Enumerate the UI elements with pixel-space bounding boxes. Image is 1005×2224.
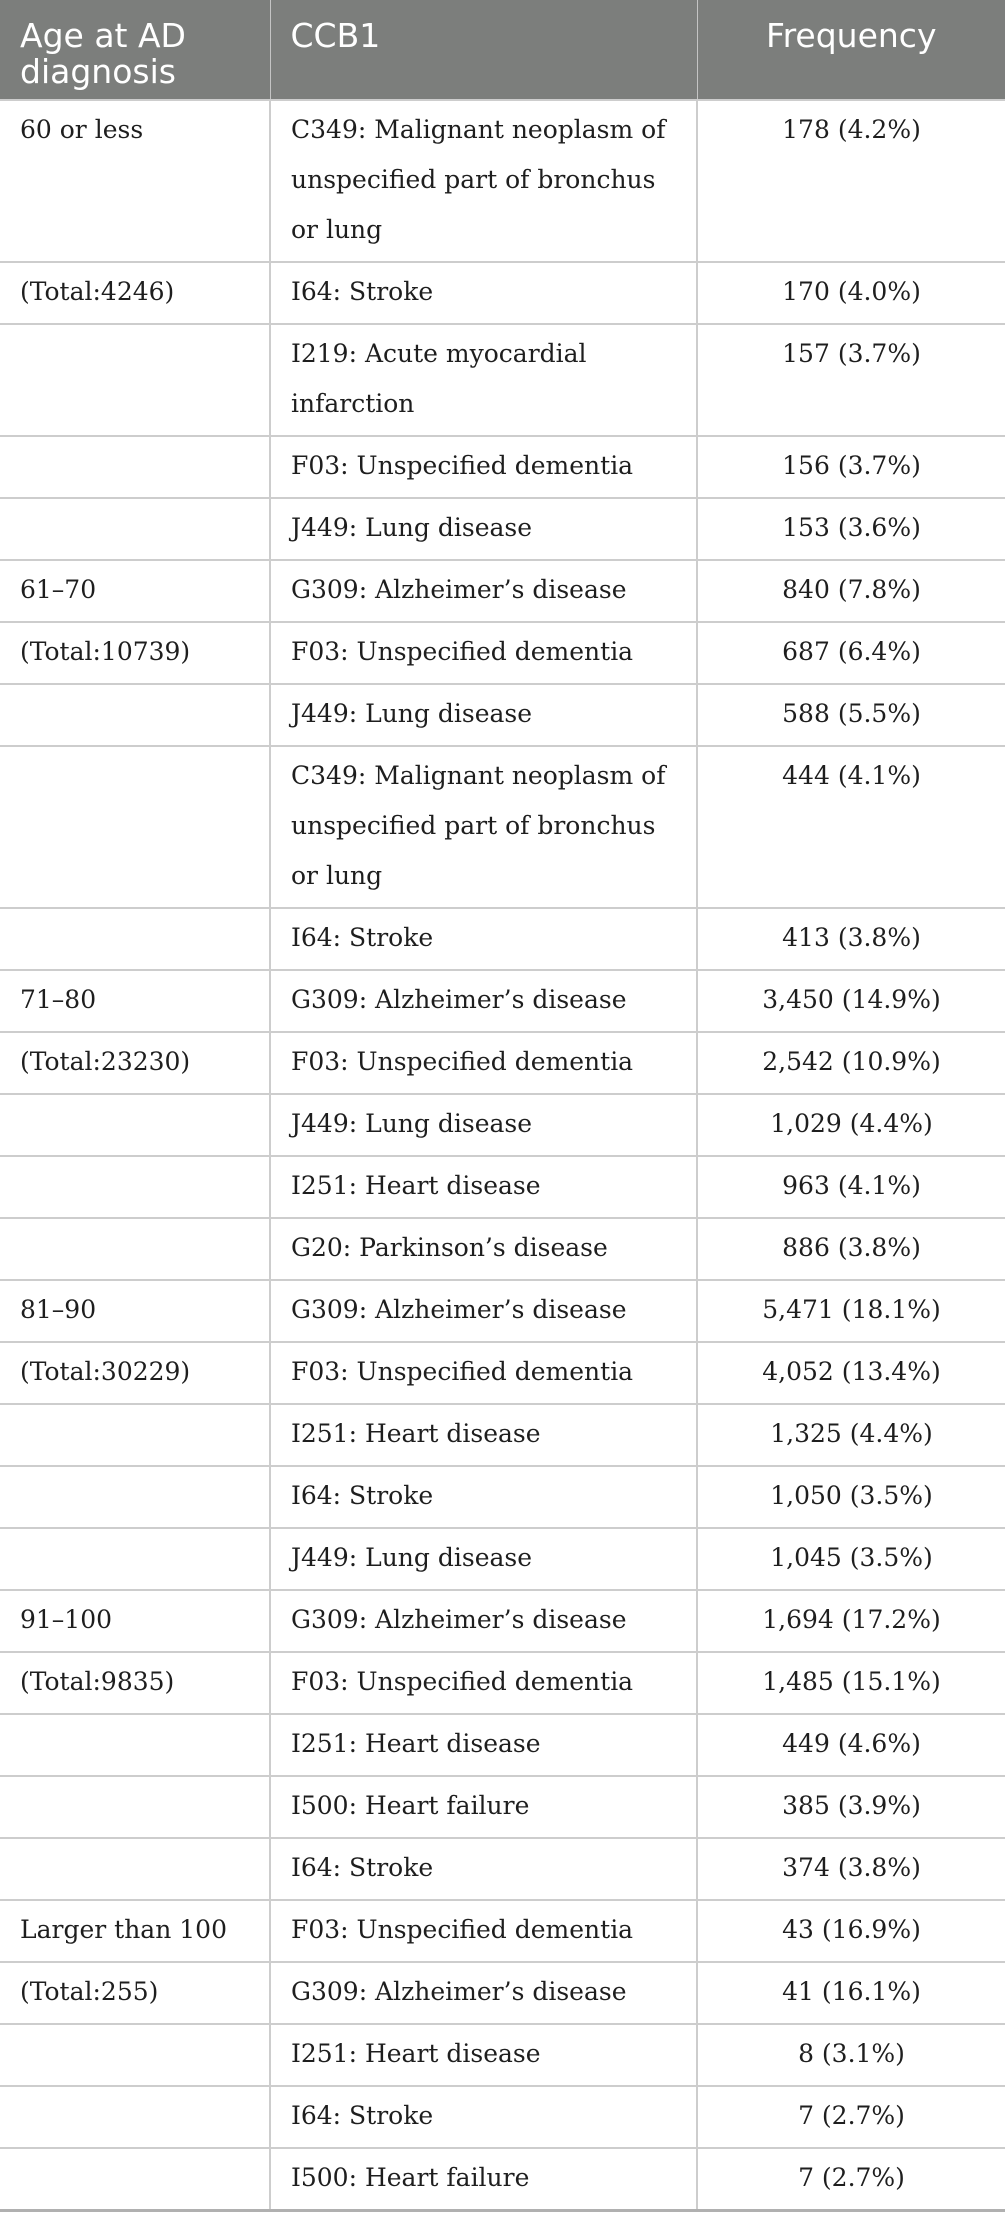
frequency-cell: 1,045 (3.5%) bbox=[697, 1528, 1005, 1590]
table-row bbox=[0, 1590, 1005, 1652]
table-row bbox=[0, 560, 1005, 622]
age-group-cell bbox=[0, 1218, 270, 1280]
age-group-cell bbox=[0, 1156, 270, 1218]
age-group-cell: 71–80 bbox=[0, 970, 270, 1032]
table-row bbox=[0, 1218, 1005, 1280]
table-row bbox=[0, 2148, 1005, 2211]
frequency-cell: 4,052 (13.4%) bbox=[697, 1342, 1005, 1404]
cause-cell: G309: Alzheimer’s disease bbox=[270, 970, 697, 1032]
cause-cell: I251: Heart disease bbox=[270, 1404, 697, 1466]
frequency-cell: 153 (3.6%) bbox=[697, 498, 1005, 560]
frequency-cell: 588 (5.5%) bbox=[697, 684, 1005, 746]
age-group-cell: 60 or less bbox=[0, 100, 270, 262]
frequency-cell: 156 (3.7%) bbox=[697, 436, 1005, 498]
table-row bbox=[0, 622, 1005, 684]
frequency-cell: 840 (7.8%) bbox=[697, 560, 1005, 622]
cause-cell: J449: Lung disease bbox=[270, 1528, 697, 1590]
table-row bbox=[0, 262, 1005, 324]
cause-cell: F03: Unspecified dementia bbox=[270, 1032, 697, 1094]
cause-cell: F03: Unspecified dementia bbox=[270, 1342, 697, 1404]
age-group-cell bbox=[0, 1466, 270, 1528]
age-group-cell: (Total:10739) bbox=[0, 622, 270, 684]
frequency-cell: 413 (3.8%) bbox=[697, 908, 1005, 970]
age-group-cell: (Total:9835) bbox=[0, 1652, 270, 1714]
header-age-at-ad-diagnosis: Age at AD diagnosis bbox=[0, 0, 270, 100]
frequency-cell: 385 (3.9%) bbox=[697, 1776, 1005, 1838]
age-group-cell: Larger than 100 bbox=[0, 1900, 270, 1962]
cause-cell: I64: Stroke bbox=[270, 1466, 697, 1528]
age-group-cell bbox=[0, 498, 270, 560]
frequency-cell: 1,694 (17.2%) bbox=[697, 1590, 1005, 1652]
frequency-cell: 7 (2.7%) bbox=[697, 2148, 1005, 2211]
frequency-cell: 1,325 (4.4%) bbox=[697, 1404, 1005, 1466]
frequency-cell: 5,471 (18.1%) bbox=[697, 1280, 1005, 1342]
table-row bbox=[0, 1714, 1005, 1776]
frequency-cell: 7 (2.7%) bbox=[697, 2086, 1005, 2148]
cause-cell: F03: Unspecified dementia bbox=[270, 1652, 697, 1714]
age-group-cell bbox=[0, 1094, 270, 1156]
table-row bbox=[0, 1280, 1005, 1342]
age-group-cell: (Total:23230) bbox=[0, 1032, 270, 1094]
frequency-cell: 963 (4.1%) bbox=[697, 1156, 1005, 1218]
age-group-cell bbox=[0, 684, 270, 746]
cause-cell: I251: Heart disease bbox=[270, 1714, 697, 1776]
frequency-cell: 374 (3.8%) bbox=[697, 1838, 1005, 1900]
age-group-cell bbox=[0, 2148, 270, 2211]
frequency-cell: 170 (4.0%) bbox=[697, 262, 1005, 324]
age-group-cell bbox=[0, 1404, 270, 1466]
table-row bbox=[0, 1094, 1005, 1156]
age-group-cell bbox=[0, 908, 270, 970]
cause-cell: C349: Malignant neoplasm of unspecified part of bronchus or lung bbox=[270, 746, 697, 908]
table-row bbox=[0, 1652, 1005, 1714]
age-group-cell bbox=[0, 2086, 270, 2148]
cause-cell: G309: Alzheimer’s disease bbox=[270, 1280, 697, 1342]
cause-cell: I64: Stroke bbox=[270, 262, 697, 324]
age-group-cell: 91–100 bbox=[0, 1590, 270, 1652]
table-body bbox=[0, 100, 1005, 2211]
cause-cell: G309: Alzheimer’s disease bbox=[270, 560, 697, 622]
cause-cell: I251: Heart disease bbox=[270, 2024, 697, 2086]
cause-cell: I500: Heart failure bbox=[270, 2148, 697, 2211]
age-group-cell bbox=[0, 436, 270, 498]
table-row bbox=[0, 1342, 1005, 1404]
cause-cell: I64: Stroke bbox=[270, 1838, 697, 1900]
table-row bbox=[0, 100, 1005, 262]
cause-cell: I64: Stroke bbox=[270, 2086, 697, 2148]
table-row bbox=[0, 1466, 1005, 1528]
cause-cell: G20: Parkinson’s disease bbox=[270, 1218, 697, 1280]
age-group-cell: 81–90 bbox=[0, 1280, 270, 1342]
table-header-row bbox=[0, 0, 1005, 100]
cause-cell: G309: Alzheimer’s disease bbox=[270, 1590, 697, 1652]
table-row bbox=[0, 324, 1005, 436]
table-row bbox=[0, 1838, 1005, 1900]
frequency-cell: 3,450 (14.9%) bbox=[697, 970, 1005, 1032]
table-row bbox=[0, 970, 1005, 1032]
frequency-cell: 178 (4.2%) bbox=[697, 100, 1005, 262]
table-row bbox=[0, 436, 1005, 498]
table-row bbox=[0, 746, 1005, 908]
frequency-cell: 444 (4.1%) bbox=[697, 746, 1005, 908]
header-ccb1: CCB1 bbox=[270, 0, 697, 100]
frequency-cell: 8 (3.1%) bbox=[697, 2024, 1005, 2086]
age-group-cell bbox=[0, 324, 270, 436]
frequency-cell: 2,542 (10.9%) bbox=[697, 1032, 1005, 1094]
frequency-cell: 687 (6.4%) bbox=[697, 622, 1005, 684]
table-row bbox=[0, 1528, 1005, 1590]
age-group-cell bbox=[0, 1776, 270, 1838]
frequency-cell: 1,050 (3.5%) bbox=[697, 1466, 1005, 1528]
frequency-cell: 157 (3.7%) bbox=[697, 324, 1005, 436]
age-group-cell: (Total:30229) bbox=[0, 1342, 270, 1404]
cause-cell: C349: Malignant neoplasm of unspecified part of bronchus or lung bbox=[270, 100, 697, 262]
cause-cell: I219: Acute myocardial infarction bbox=[270, 324, 697, 436]
age-group-cell bbox=[0, 2024, 270, 2086]
frequency-cell: 1,485 (15.1%) bbox=[697, 1652, 1005, 1714]
header-frequency: Frequency bbox=[697, 0, 1005, 100]
table-row bbox=[0, 1900, 1005, 1962]
cause-cell: F03: Unspecified dementia bbox=[270, 1900, 697, 1962]
table-row bbox=[0, 1156, 1005, 1218]
table-row bbox=[0, 1404, 1005, 1466]
cause-cell: I64: Stroke bbox=[270, 908, 697, 970]
cause-cell: F03: Unspecified dementia bbox=[270, 622, 697, 684]
table-row bbox=[0, 1032, 1005, 1094]
table-row bbox=[0, 498, 1005, 560]
cause-cell: I500: Heart failure bbox=[270, 1776, 697, 1838]
age-group-cell bbox=[0, 746, 270, 908]
table-row bbox=[0, 2086, 1005, 2148]
age-group-cell: (Total:4246) bbox=[0, 262, 270, 324]
age-group-cell bbox=[0, 1714, 270, 1776]
table-row bbox=[0, 1776, 1005, 1838]
table-row bbox=[0, 684, 1005, 746]
frequency-cell: 886 (3.8%) bbox=[697, 1218, 1005, 1280]
table-row bbox=[0, 2024, 1005, 2086]
cause-cell: J449: Lung disease bbox=[270, 684, 697, 746]
cause-cell: F03: Unspecified dementia bbox=[270, 436, 697, 498]
frequency-cell: 43 (16.9%) bbox=[697, 1900, 1005, 1962]
cause-cell: J449: Lung disease bbox=[270, 498, 697, 560]
frequency-cell: 41 (16.1%) bbox=[697, 1962, 1005, 2024]
cause-cell: I251: Heart disease bbox=[270, 1156, 697, 1218]
frequency-cell: 1,029 (4.4%) bbox=[697, 1094, 1005, 1156]
age-group-cell: 61–70 bbox=[0, 560, 270, 622]
age-group-cell bbox=[0, 1528, 270, 1590]
age-group-cell bbox=[0, 1838, 270, 1900]
table-row bbox=[0, 1962, 1005, 2024]
cause-cell: J449: Lung disease bbox=[270, 1094, 697, 1156]
age-group-cell: (Total:255) bbox=[0, 1962, 270, 2024]
frequency-cell: 449 (4.6%) bbox=[697, 1714, 1005, 1776]
table-row bbox=[0, 908, 1005, 970]
cause-cell: G309: Alzheimer’s disease bbox=[270, 1962, 697, 2024]
